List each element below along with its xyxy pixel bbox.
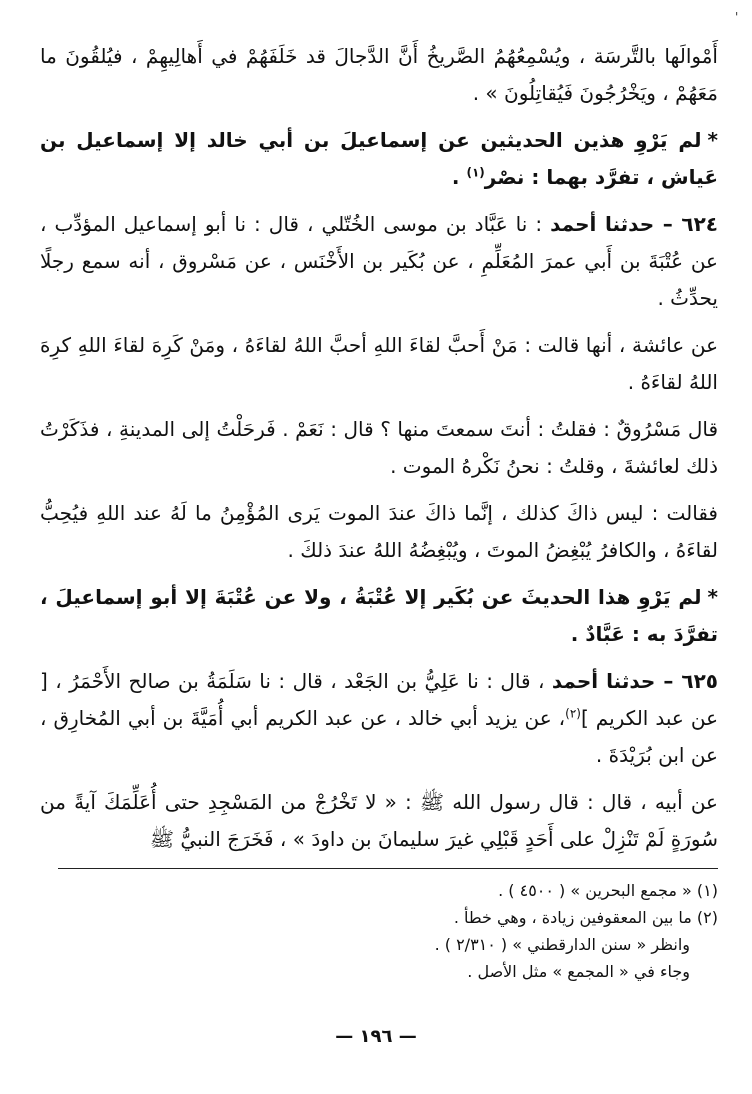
hadith-625-text-before: ، قال : نا عَلِيُّ بن الجَعْد ، قال : نا سَلَمَةُ بن صالح الأَحْمَرُ ، [ عن عبد الكريم ]	[40, 669, 718, 730]
page-number: — ١٩٦ —	[335, 1026, 417, 1047]
paragraph-note-2-text: لم يَرْوِ هذا الحديثَ عن بُكَير إلا عُتْبَةُ ، ولا عن عُتْبَةَ إلا أبو إسماعيلَ ، تفرَّدَ به : عَبَّادٌ .	[40, 585, 718, 646]
hadith-number-624: ٦٢٤	[681, 212, 718, 236]
paragraph-buraydah	[40, 784, 718, 858]
paragraph-aisha	[40, 327, 718, 401]
hadith-number-625: ٦٢٥	[681, 669, 718, 693]
hadith-624-lead: – حدثنا أحمد	[550, 212, 682, 236]
footnote-1: (١) « مجمع البحرين » ( ٤٥٠٠ ) .	[498, 881, 718, 900]
star-icon: *	[707, 128, 718, 152]
hadith-625-lead: – حدثنا أحمد	[551, 669, 682, 693]
hadith-625	[40, 663, 718, 774]
paragraph-1-text: أَمْوالَها بالتَّرسَة ، ويُسْمِعُهُمُ الصَّريخُ أَنَّ الدَّجالَ قد خَلَفَهُمْ في أَهالِيهِمْ ، فيُلقُونَ ما مَعَهُمْ ، ويَخْرُجُونَ فَيُقاتِلُونَ » .	[40, 44, 718, 105]
footnotes-section	[58, 868, 718, 985]
paragraph-response-text: فقالت : ليس ذاكَ كذلك ، إنَّما ذاكَ عندَ الموت يَرى المُؤْمِنُ ما لَهُ عند اللهِ فيُحِبُّ لقاءَهُ ، والكافرُ يُبْغِضُ الموتَ ، ويُبْغِضُهُ اللهُ عندَ ذلكَ .	[40, 501, 718, 562]
footnote-ref-1[interactable]: (١)	[466, 165, 485, 180]
footnote-2-cont-1: وانظر « سنن الدارقطني » ( ٢/٣١٠ ) .	[434, 935, 690, 954]
paragraph-aisha-text: عن عائشة ، أنها قالت : مَنْ أَحبَّ لقاءَ اللهِ أحبَّ اللهُ لقاءَهُ ، ومَنْ كَرِهَ لقاءَ اللهِ كرِهَ اللهُ لقاءَهُ .	[40, 333, 718, 394]
hadith-625-text-after: ، عن يزيد أبي خالد ، عن عبد الكريم أبي أُمَيَّةَ بن أبي المُخارِق ، عن ابن بُرَيْدَةَ .	[40, 706, 718, 767]
paragraph-note-2	[40, 579, 718, 653]
footnote-2: (٢) ما بين المعقوفين زيادة ، وهي خطأ .	[453, 908, 718, 927]
hadith-624-text: : نا عَبَّاد بن موسى الخُتّلي ، قال : نا أبو إسماعيل المؤدِّب ، عن عُتْبَةَ بن أَبي عمرَ المُعَلِّمِ ، عن بُكَير بن الأَخْنَس ، عن مَسْروق ، أنه سمع رجلًا يحدِّثُ .	[40, 212, 718, 310]
paragraph-buraydah-text: عن أبيه ، قال : قال رسول الله ﷺ : « لا تَخْرُجْ من المَسْجِدِ حتى أُعَلِّمَكَ آيةً من سُورَةٍ لَمْ تَنْزِلْ على أَحَدٍ قَبْلِي غيرَ سليمانَ بن داودَ » ، فَخَرَجَ النبيُّ ﷺ	[40, 790, 718, 851]
paragraph-2-note	[40, 122, 718, 196]
paragraph-1	[40, 38, 718, 112]
star-icon: *	[707, 585, 718, 609]
corner-mark: '	[735, 10, 739, 24]
footnote-2-cont-2: وجاء في « المجمع » مثل الأصل .	[467, 962, 690, 981]
page-body	[40, 38, 718, 985]
paragraph-response	[40, 495, 718, 569]
paragraph-masruq-text: قال مَسْرُوقٌ : فقلتُ : أنتَ سمعتَ منها ؟ قال : نَعَمْ . فَرحَلْتُ إلى المدينةِ ، فذَكَرْتُ ذلك لعائشةَ ، وقلتُ : نحنُ نَكْرهُ الموت .	[40, 417, 718, 478]
footnote-ref-2[interactable]: (٢)	[565, 706, 581, 721]
paragraph-masruq	[40, 411, 718, 485]
paragraph-2-end: .	[451, 165, 467, 189]
paragraph-2-text: لم يَرْوِ هذين الحديثين عن إسماعيلَ بن أبي خالد إلا إسماعيل بن عَياش ، تفرَّد بهما : نصْر	[40, 128, 718, 189]
hadith-624	[40, 206, 718, 317]
